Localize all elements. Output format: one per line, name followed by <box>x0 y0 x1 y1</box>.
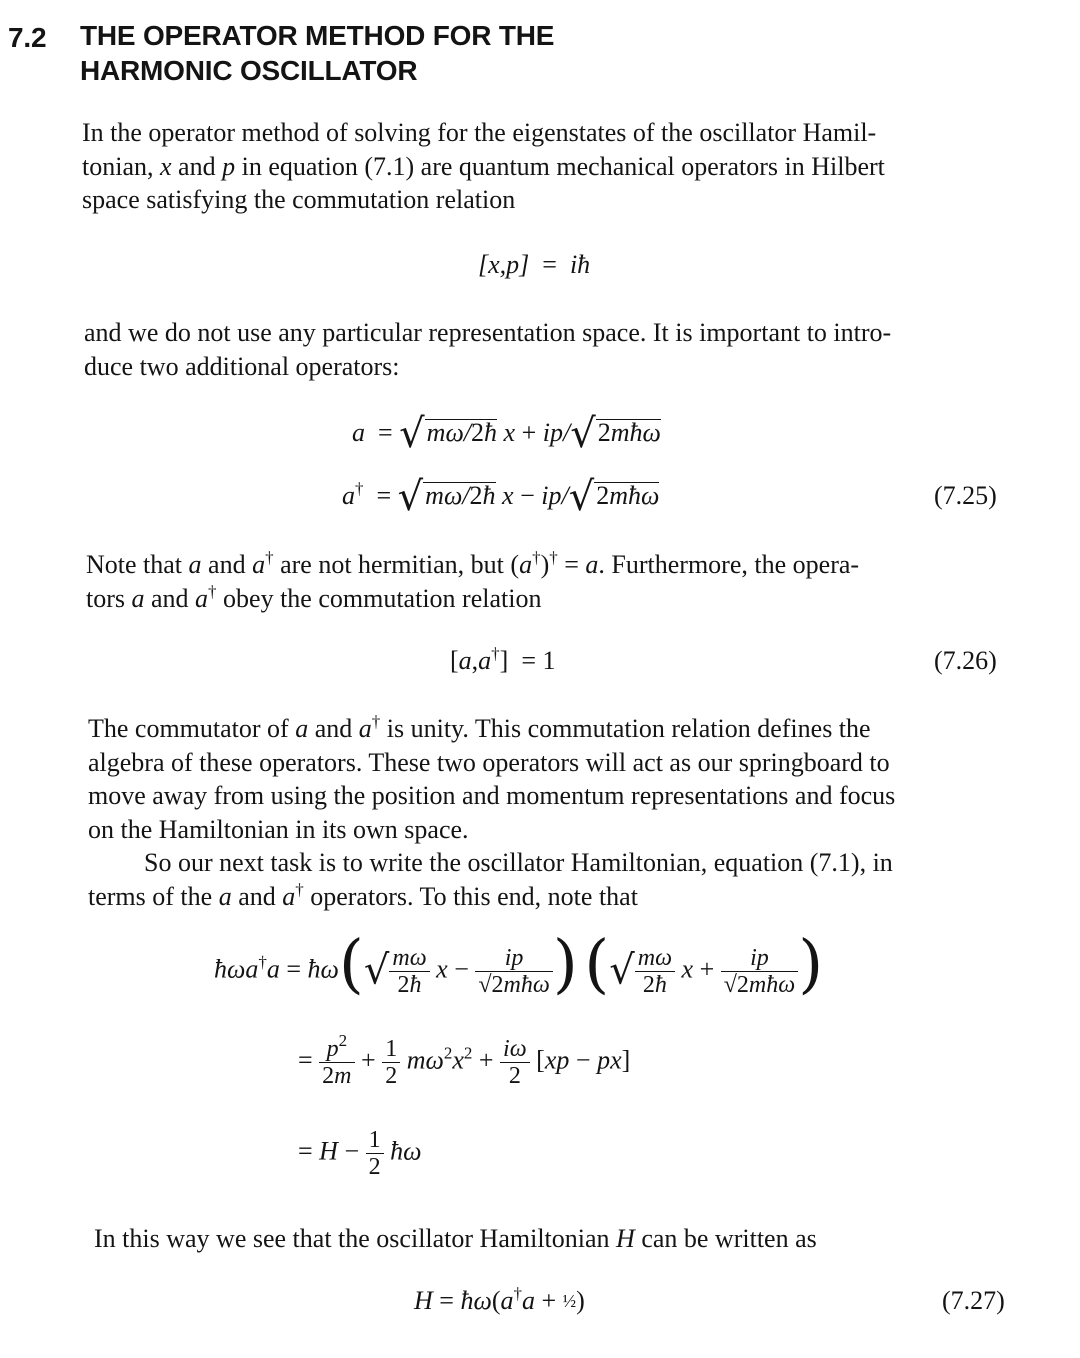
paragraph-1 <box>82 116 885 217</box>
p6-line1: In this way we see that the oscillator Hamiltonian H can be written as <box>94 1224 817 1253</box>
equation-adagger-definition: a† = √mω/2ħ x − ip/√2mħω <box>342 474 660 520</box>
p4-line2: algebra of these operators. These two operators will act as our springboard to <box>88 747 890 777</box>
section-title-line2: HARMONIC OSCILLATOR <box>80 55 418 86</box>
equation-number-7-27: (7.27) <box>942 1286 1005 1315</box>
paragraph-6 <box>94 1222 817 1256</box>
p5-line1: So our next task is to write the oscillator Hamiltonian, equation (7.1), in <box>144 848 893 877</box>
section-number: 7.2 <box>8 22 47 53</box>
p3-line2: tors a and a† obey the commutation relation <box>86 581 542 613</box>
p4-line3: move away from using the position and momentum representations and focus <box>88 781 896 810</box>
equation-final-hamiltonian: H = ħω(a†a + ½) <box>414 1284 585 1315</box>
p4-line4: on the Hamiltonian in its own space. <box>88 814 469 844</box>
p1-line1: In the operator method of solving for the eigenstates of the oscillator Hamil- <box>82 118 877 147</box>
equation-commutator-xp: [x,p] = iħ <box>478 250 591 279</box>
p5-line2: terms of the a and a† operators. To this end, note that <box>88 879 638 911</box>
p2-line2: duce two additional operators: <box>84 351 400 381</box>
p3-line1: Note that a and a† are not hermitian, but (a†)† = a. Furthermore, the opera- <box>86 548 860 579</box>
p1-line2: tonian, x and p in equation (7.1) are quantum mechanical operators in Hilbert <box>82 151 885 181</box>
p4-line1: The commutator of a and a† is unity. This commutation relation defines the <box>88 712 871 743</box>
equation-hamiltonian-line1: ħωa†a = ħω(√ $\frac{m\omega}{2ħ}$ x − $\frac{ip}{\text{√2mħω}}$ ) (√ $\frac{m\omega}{2ħ}$ x + $\frac{ip}{\text{√2mħω}}$ ) <box>214 927 824 1002</box>
equation-number-7-25: (7.25) <box>934 481 997 510</box>
paragraph-2 <box>84 316 891 383</box>
paragraph-3 <box>86 548 859 615</box>
p2-line1: and we do not use any particular representation space. It is important to intro- <box>84 318 892 347</box>
paragraph-4 <box>88 712 895 846</box>
equation-number-7-26: (7.26) <box>934 646 997 675</box>
equation-hamiltonian-line3: = H − $\frac{1}{2}$ ħω <box>298 1127 422 1180</box>
paragraph-5 <box>88 846 893 913</box>
equation-a-definition: a = √mω/2ħ x + ip/√2mħω <box>352 411 661 457</box>
equation-commutator-aadag: [a,a†] = 1 <box>450 644 556 675</box>
equation-hamiltonian-line2: = $\frac{p^2}{2m}$ + $\frac{1}{2}$ $m\omega^2x^2$ + $\frac{i\omega}{2}$ [xp − px] <box>298 1031 631 1089</box>
section-title-line1: THE OPERATOR METHOD FOR THE <box>80 20 555 51</box>
p1-line3: space satisfying the commutation relation <box>82 185 516 214</box>
